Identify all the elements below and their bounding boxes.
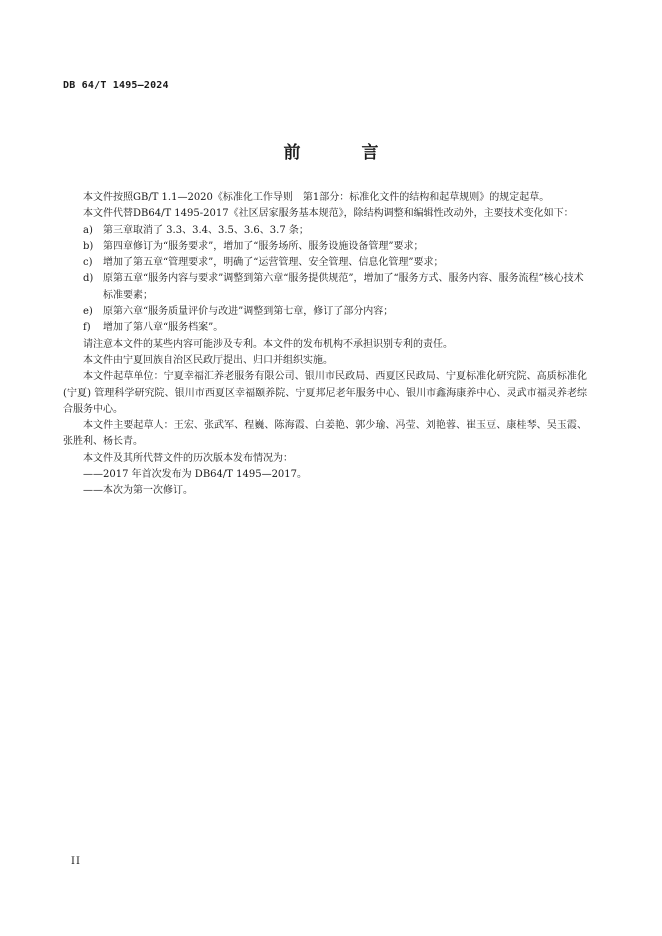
history-entry: ——2017 年首次发布为 DB64/T 1495—2017。 — [83, 469, 308, 481]
changes-list — [63, 223, 587, 337]
list-item — [63, 304, 587, 320]
list-item — [63, 223, 587, 239]
list-item — [63, 255, 587, 271]
list-text: 原第五章“服务内容与要求”调整到第六章“服务提供规范”，增加了“服务方式、服务内容、服务流程”核心技术标准要素； — [103, 273, 584, 301]
list-marker: a) — [83, 224, 93, 236]
list-marker: f) — [83, 322, 91, 334]
document-code-header: DB 64/T 1495—2024 — [63, 80, 169, 91]
page-number: II — [71, 856, 81, 867]
page-title: 前 言 — [283, 143, 401, 163]
list-text: 第三章取消了 3.3、3.4、3.5、3.6、3.7 条； — [103, 224, 309, 236]
list-marker: e) — [83, 306, 93, 318]
list-item — [63, 320, 587, 336]
list-item — [63, 239, 587, 255]
paragraph-drafting-basis: 本文件按照GB/T 1.1—2020《标准化工作导则 第1部分：标准化文件的结构和起草规则》的规定起草。 — [83, 192, 550, 203]
paragraph-history-intro: 本文件及其所代替文件的历次版本发布情况为： — [83, 452, 293, 464]
list-item — [63, 271, 587, 304]
list-text: 增加了第五章“管理要求”，明确了“运营管理、安全管理、信息化管理”要求； — [103, 257, 444, 269]
foreword-body — [63, 190, 587, 500]
paragraph-drafting-units: 本文件起草单位：宁夏幸福汇养老服务有限公司、银川市民政局、西夏区民政局、宁夏标准化研究院、高质标准化(宁夏) 管理科学研究院、银川市西夏区幸福颐养院、宁夏邦尼老年服务中心、银川市鑫海康养中心、灵武市福灵养老综合服务中心。 — [63, 371, 587, 415]
list-text: 原第六章“服务质量评价与改进”调整到第七章，修订了部分内容； — [103, 306, 394, 318]
list-text: 第四章修订为“服务要求”，增加了“服务场所、服务设施设备管理”要求； — [103, 240, 424, 252]
paragraph-replacement: 本文件代替DB64/T 1495-2017《社区居家服务基本规范》，除结构调整和编辑性改动外，主要技术变化如下： — [83, 208, 574, 220]
list-marker: d) — [83, 273, 94, 285]
list-marker: c) — [83, 257, 93, 269]
list-marker: b) — [83, 240, 94, 252]
paragraph-patent-notice: 请注意本文件的某些内容可能涉及专利。本文件的发布机构不承担识别专利的责任。 — [83, 338, 453, 350]
paragraph-proposer: 本文件由宁夏回族自治区民政厅提出、归口并组织实施。 — [83, 354, 333, 366]
paragraph-drafters: 本文件主要起草人：王宏、张武军、程巍、陈海霞、白姜艳、郭少瑜、冯莹、刘艳蓉、崔玉豆、康桂琴、吴玉霞、张胜利、杨长青。 — [63, 420, 587, 448]
history-entry: ——本次为第一次修订。 — [83, 485, 193, 497]
list-text: 增加了第八章“服务档案”。 — [103, 322, 224, 334]
